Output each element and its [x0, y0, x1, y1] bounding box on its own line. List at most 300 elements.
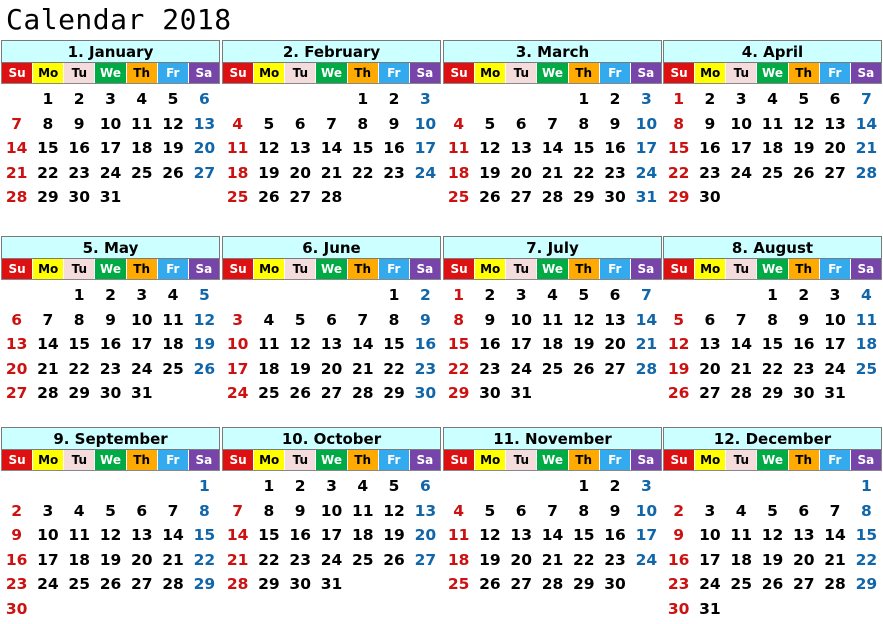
day-cell: 31	[320, 575, 343, 594]
empty-cell	[285, 87, 316, 112]
day-cell: 23	[383, 163, 405, 182]
day-cell: 26	[162, 163, 184, 182]
day-cell: 6	[704, 310, 716, 329]
day-cell: 14	[37, 335, 59, 354]
day-cell: 24	[635, 550, 658, 569]
empty-cell	[443, 87, 474, 112]
day-cell: 9	[388, 114, 400, 133]
day-cell: 19	[572, 335, 595, 354]
day-cell: 15	[68, 335, 90, 354]
day-cell: 15	[193, 526, 216, 545]
day-cell: 17	[226, 359, 249, 378]
day-cell: 25	[447, 575, 470, 594]
weekday-label: Th	[126, 63, 157, 83]
weekday-label: Su	[664, 259, 694, 279]
weekday-label: We	[94, 450, 125, 470]
day-cell: 26	[572, 359, 595, 378]
day-cell: 13	[414, 501, 437, 520]
weekday-label: Su	[223, 259, 253, 279]
day-cell: 10	[635, 114, 658, 133]
day-cell: 17	[37, 550, 59, 569]
empty-cell	[222, 283, 253, 308]
day-cell: 1	[673, 90, 685, 108]
day-cell: 3	[42, 501, 54, 520]
day-cell: 12	[99, 526, 122, 545]
day-cell: 19	[162, 139, 184, 158]
weekday-label: We	[94, 63, 125, 83]
month-block	[443, 40, 662, 210]
day-cell: 17	[699, 550, 721, 569]
empty-cell	[726, 474, 757, 499]
day-cell: 17	[320, 526, 343, 545]
weekday-label: Th	[568, 63, 599, 83]
day-cell: 20	[289, 163, 311, 182]
day-cell: 11	[855, 310, 878, 329]
day-cell: 12	[479, 526, 501, 545]
month-title: 9. September	[1, 427, 220, 450]
day-cell: 2	[673, 501, 685, 520]
weekday-label: Mo	[32, 63, 63, 83]
page-title: Calendar 2018	[6, 3, 232, 36]
day-cell: 27	[193, 163, 216, 182]
day-cell: 23	[5, 575, 28, 594]
day-cell: 25	[226, 188, 249, 207]
day-cell: 7	[829, 501, 841, 520]
day-cell: 10	[37, 526, 59, 545]
day-cell: 22	[855, 550, 878, 569]
day-cell: 23	[479, 359, 501, 378]
weekday-label: Tu	[284, 259, 315, 279]
day-cell: 12	[792, 114, 815, 133]
empty-cell	[1, 283, 32, 308]
day-cell: 23	[792, 359, 815, 378]
day-cell: 25	[541, 359, 564, 378]
day-cell: 26	[761, 575, 784, 594]
weekday-header	[1, 63, 220, 84]
day-cell: 21	[730, 359, 752, 378]
day-cell: 28	[855, 163, 878, 182]
weekday-label: Su	[444, 259, 474, 279]
day-cell: 10	[226, 335, 249, 354]
day-cell: 13	[510, 139, 532, 158]
day-cell: 21	[5, 163, 28, 182]
weekday-label: Sa	[630, 259, 661, 279]
day-cell: 29	[383, 384, 405, 403]
day-cell: 10	[414, 114, 437, 133]
weekday-label: Sa	[188, 63, 219, 83]
day-grid	[663, 283, 882, 406]
day-cell: 15	[447, 335, 470, 354]
empty-cell	[64, 474, 95, 499]
weekday-label: Th	[126, 259, 157, 279]
day-cell: 5	[294, 310, 306, 329]
day-cell: 16	[667, 550, 690, 569]
day-cell: 18	[68, 550, 90, 569]
weekday-label: Su	[2, 63, 32, 83]
weekday-label: Mo	[253, 63, 284, 83]
day-cell: 3	[136, 286, 148, 304]
empty-cell	[1, 474, 32, 499]
day-cell: 22	[258, 550, 280, 569]
day-cell: 24	[37, 575, 59, 594]
day-cell: 11	[162, 310, 184, 329]
day-cell: 23	[414, 359, 437, 378]
day-cell: 31	[699, 599, 721, 618]
day-cell: 21	[37, 359, 59, 378]
month-block	[1, 40, 220, 210]
day-cell: 7	[735, 310, 747, 329]
day-cell: 26	[99, 575, 122, 594]
day-cell: 20	[699, 359, 721, 378]
weekday-label: Mo	[694, 63, 725, 83]
day-cell: 3	[326, 477, 337, 495]
weekday-label: Sa	[188, 450, 219, 470]
day-cell: 6	[419, 477, 431, 495]
day-cell: 25	[351, 550, 374, 569]
weekday-label: Tu	[63, 450, 94, 470]
day-cell: 24	[699, 575, 721, 594]
weekday-label: Mo	[694, 259, 725, 279]
day-cell: 12	[479, 139, 501, 158]
day-cell: 15	[383, 335, 405, 354]
empty-cell	[32, 474, 63, 499]
day-cell: 20	[193, 139, 216, 158]
weekday-label: Fr	[157, 450, 188, 470]
day-cell: 5	[673, 310, 685, 329]
day-cell: 24	[824, 359, 846, 378]
day-cell: 25	[130, 163, 153, 182]
day-cell: 19	[289, 359, 311, 378]
day-cell: 3	[419, 90, 431, 108]
weekday-label: Sa	[409, 450, 440, 470]
day-cell: 3	[704, 501, 716, 520]
weekday-label: Th	[347, 259, 378, 279]
day-cell: 10	[320, 501, 343, 520]
empty-cell	[126, 474, 157, 499]
day-cell: 22	[193, 550, 216, 569]
month-block	[222, 40, 441, 210]
day-cell: 7	[860, 90, 872, 108]
weekday-label: Tu	[284, 450, 315, 470]
empty-cell	[726, 283, 757, 308]
day-cell: 14	[226, 526, 249, 545]
empty-cell	[443, 474, 474, 499]
day-cell: 17	[824, 335, 846, 354]
day-cell: 28	[730, 384, 752, 403]
weekday-label: Su	[223, 450, 253, 470]
weekday-label: Fr	[378, 450, 409, 470]
month-block	[663, 236, 882, 406]
day-cell: 16	[289, 526, 311, 545]
day-cell: 5	[578, 286, 590, 304]
day-cell: 2	[105, 286, 116, 304]
day-cell: 12	[383, 501, 405, 520]
day-cell: 10	[730, 114, 752, 133]
day-cell: 2	[798, 286, 810, 304]
month-title: 5. May	[1, 236, 220, 259]
day-cell: 25	[162, 359, 184, 378]
weekday-label: Tu	[63, 63, 94, 83]
day-cell: 30	[479, 384, 501, 403]
day-cell: 31	[99, 188, 122, 207]
weekday-header	[443, 259, 662, 280]
day-cell: 6	[136, 501, 148, 520]
day-cell: 28	[824, 575, 846, 594]
day-grid	[222, 283, 441, 406]
day-cell: 5	[263, 114, 275, 133]
day-cell: 27	[5, 384, 28, 403]
day-cell: 19	[193, 335, 216, 354]
day-cell: 24	[730, 163, 752, 182]
day-cell: 19	[667, 359, 690, 378]
empty-cell	[663, 474, 694, 499]
day-cell: 27	[320, 384, 343, 403]
day-cell: 24	[320, 550, 343, 569]
day-cell: 27	[824, 163, 846, 182]
day-cell: 25	[447, 188, 470, 207]
day-cell: 20	[510, 163, 532, 182]
day-cell: 12	[572, 310, 595, 329]
day-cell: 30	[699, 188, 721, 207]
weekday-label: Th	[347, 450, 378, 470]
day-cell: 9	[798, 310, 810, 329]
day-grid	[1, 87, 220, 210]
day-cell: 27	[699, 384, 721, 403]
day-cell: 28	[541, 188, 564, 207]
day-cell: 15	[351, 139, 374, 158]
empty-cell	[506, 474, 537, 499]
weekday-label: Sa	[409, 259, 440, 279]
day-cell: 29	[37, 188, 59, 207]
day-cell: 4	[136, 90, 148, 108]
day-cell: 17	[730, 139, 752, 158]
day-cell: 30	[604, 575, 626, 594]
day-cell: 24	[414, 163, 437, 182]
weekday-label: Tu	[284, 63, 315, 83]
empty-cell	[316, 87, 347, 112]
weekday-label: Sa	[850, 259, 881, 279]
day-cell: 25	[761, 163, 784, 182]
day-cell: 18	[855, 335, 878, 354]
day-cell: 14	[320, 139, 343, 158]
empty-cell	[1, 87, 32, 112]
day-cell: 12	[289, 335, 311, 354]
day-cell: 8	[453, 310, 465, 329]
day-cell: 11	[351, 501, 374, 520]
weekday-header	[1, 259, 220, 280]
day-cell: 7	[547, 501, 558, 520]
day-cell: 20	[130, 550, 153, 569]
weekday-label: We	[536, 63, 567, 83]
weekday-label: Tu	[725, 450, 756, 470]
day-cell: 16	[792, 335, 815, 354]
day-cell: 19	[383, 526, 405, 545]
day-cell: 21	[541, 550, 564, 569]
day-cell: 30	[68, 188, 90, 207]
weekday-label: Su	[2, 259, 32, 279]
day-cell: 4	[263, 310, 275, 329]
day-cell: 13	[699, 335, 721, 354]
weekday-label: Th	[126, 450, 157, 470]
day-cell: 3	[829, 286, 841, 304]
weekday-label: We	[315, 450, 346, 470]
day-cell: 8	[263, 501, 275, 520]
day-cell: 4	[453, 501, 465, 520]
weekday-label: We	[315, 63, 346, 83]
day-cell: 16	[414, 335, 437, 354]
day-cell: 29	[193, 575, 216, 594]
day-cell: 24	[226, 384, 249, 403]
day-cell: 18	[447, 163, 470, 182]
weekday-label: Sa	[630, 450, 661, 470]
day-cell: 27	[414, 550, 437, 569]
weekday-label: Mo	[32, 259, 63, 279]
day-cell: 2	[294, 477, 306, 495]
empty-cell	[537, 474, 568, 499]
weekday-label: Sa	[850, 450, 881, 470]
day-cell: 29	[258, 575, 280, 594]
weekday-label: We	[756, 450, 787, 470]
empty-cell	[32, 283, 63, 308]
day-grid	[443, 283, 662, 406]
day-cell: 22	[383, 359, 405, 378]
day-cell: 21	[635, 335, 658, 354]
day-cell: 9	[419, 310, 431, 329]
day-cell: 6	[609, 286, 621, 304]
weekday-label: Fr	[599, 63, 630, 83]
day-cell: 8	[388, 310, 400, 329]
day-cell: 3	[640, 477, 652, 495]
day-cell: 3	[105, 90, 116, 108]
day-cell: 2	[388, 90, 400, 108]
weekday-header	[443, 63, 662, 84]
day-cell: 20	[320, 359, 343, 378]
month-title: 6. June	[222, 236, 441, 259]
day-cell: 30	[99, 384, 122, 403]
day-cell: 21	[226, 550, 249, 569]
day-cell: 6	[515, 114, 527, 133]
weekday-label: Sa	[409, 63, 440, 83]
day-cell: 27	[510, 188, 532, 207]
day-cell: 15	[572, 139, 595, 158]
weekday-label: Tu	[505, 450, 536, 470]
weekday-label: Su	[444, 450, 474, 470]
day-cell: 8	[767, 310, 778, 329]
day-cell: 2	[419, 286, 431, 304]
empty-cell	[694, 283, 725, 308]
weekday-label: Mo	[253, 450, 284, 470]
weekday-label: We	[315, 259, 346, 279]
day-cell: 15	[667, 139, 690, 158]
day-cell: 31	[130, 384, 153, 403]
day-cell: 28	[541, 575, 564, 594]
day-cell: 15	[572, 526, 595, 545]
day-cell: 4	[735, 501, 747, 520]
day-cell: 25	[68, 575, 90, 594]
day-cell: 7	[357, 310, 369, 329]
day-cell: 27	[604, 359, 626, 378]
month-block	[663, 40, 882, 210]
weekday-label: We	[94, 259, 125, 279]
day-cell: 9	[484, 310, 496, 329]
day-cell: 4	[357, 477, 369, 495]
empty-cell	[506, 87, 537, 112]
day-cell: 26	[383, 550, 405, 569]
day-cell: 5	[767, 501, 778, 520]
weekday-label: Mo	[32, 450, 63, 470]
day-cell: 22	[572, 163, 595, 182]
day-cell: 27	[289, 188, 311, 207]
day-grid	[443, 474, 662, 597]
day-cell: 7	[547, 114, 558, 133]
day-cell: 3	[232, 310, 244, 329]
day-cell: 9	[673, 526, 685, 545]
day-cell: 18	[130, 139, 153, 158]
weekday-label: Fr	[599, 259, 630, 279]
month-title: 8. August	[663, 236, 882, 259]
weekday-label: Mo	[474, 259, 505, 279]
day-cell: 16	[699, 139, 721, 158]
day-cell: 10	[99, 114, 122, 133]
month-title: 10. October	[222, 427, 441, 450]
weekday-label: Su	[2, 450, 32, 470]
day-cell: 9	[609, 501, 621, 520]
weekday-label: Tu	[725, 63, 756, 83]
day-cell: 21	[162, 550, 184, 569]
day-cell: 23	[99, 359, 122, 378]
day-cell: 24	[130, 359, 153, 378]
day-cell: 18	[162, 335, 184, 354]
weekday-header	[222, 63, 441, 84]
weekday-label: Fr	[599, 450, 630, 470]
weekday-label: Fr	[157, 63, 188, 83]
day-cell: 1	[263, 477, 275, 495]
day-cell: 9	[73, 114, 85, 133]
day-cell: 11	[447, 139, 470, 158]
day-cell: 14	[541, 526, 564, 545]
day-cell: 13	[193, 114, 216, 133]
month-block	[443, 236, 662, 406]
day-cell: 29	[447, 384, 470, 403]
day-cell: 13	[289, 139, 311, 158]
day-cell: 14	[351, 335, 374, 354]
day-cell: 10	[130, 310, 153, 329]
empty-cell	[316, 283, 347, 308]
day-cell: 7	[167, 501, 179, 520]
day-cell: 1	[578, 90, 590, 108]
day-cell: 25	[730, 575, 752, 594]
month-title: 11. November	[443, 427, 662, 450]
day-cell: 12	[761, 526, 784, 545]
day-cell: 4	[860, 286, 872, 304]
day-cell: 8	[578, 114, 590, 133]
day-cell: 30	[792, 384, 815, 403]
day-cell: 4	[453, 114, 465, 133]
day-cell: 22	[37, 163, 59, 182]
day-cell: 5	[198, 286, 210, 304]
month-title: 7. July	[443, 236, 662, 259]
day-cell: 8	[198, 501, 210, 520]
day-cell: 7	[11, 114, 23, 133]
day-cell: 15	[855, 526, 878, 545]
month-title: 4. April	[663, 40, 882, 63]
day-cell: 13	[5, 335, 28, 354]
empty-cell	[663, 283, 694, 308]
day-cell: 5	[798, 90, 810, 108]
day-cell: 8	[42, 114, 54, 133]
day-cell: 6	[326, 310, 337, 329]
day-cell: 29	[68, 384, 90, 403]
